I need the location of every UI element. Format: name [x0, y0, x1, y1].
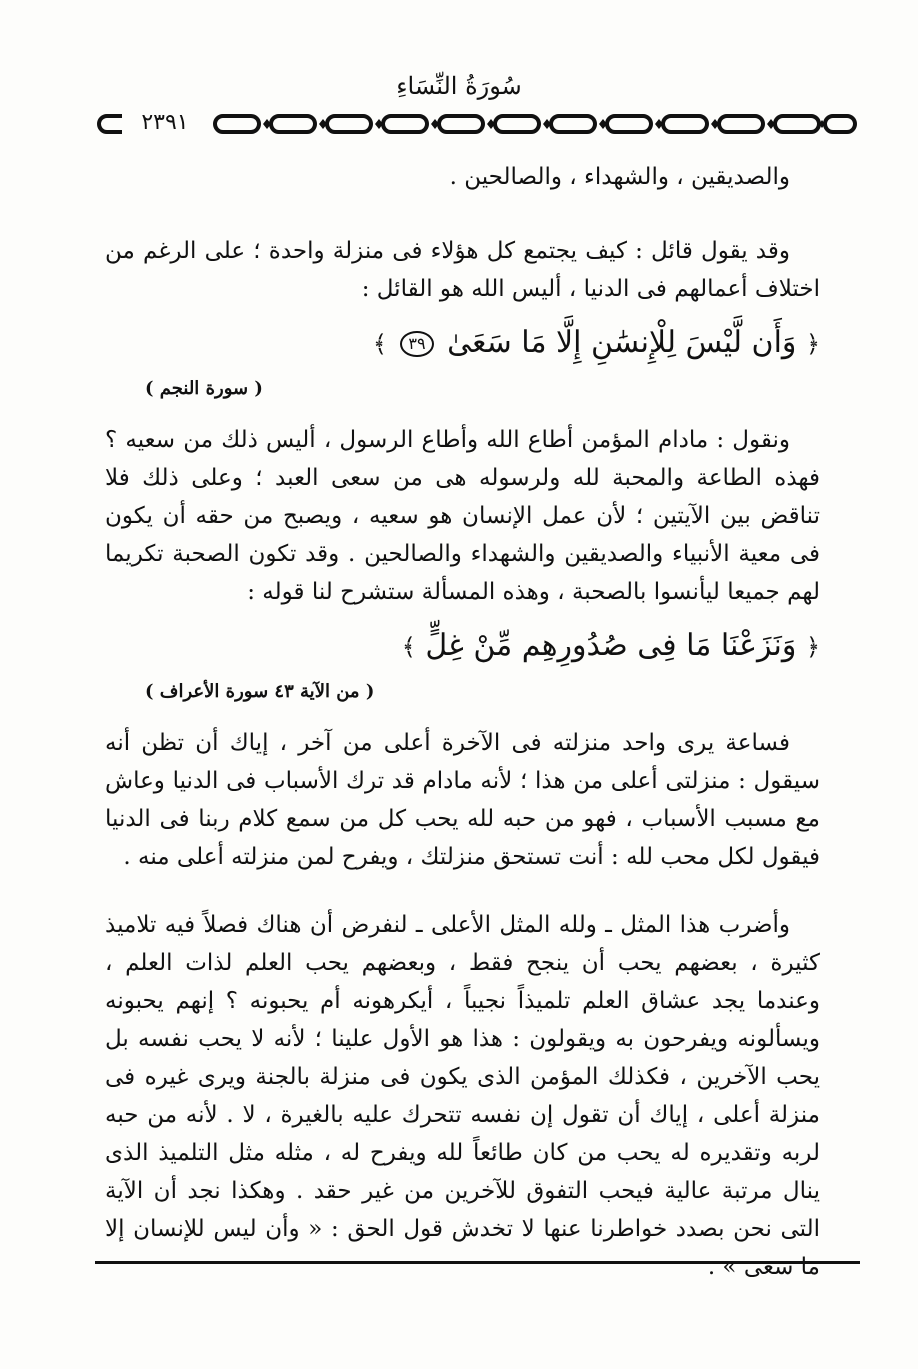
- page-number: ٢٣٩١: [122, 108, 208, 138]
- header-ornament-band: [95, 110, 860, 138]
- paragraph: والصديقين ، والشهداء ، والصالحين .: [449, 164, 790, 190]
- page-body: [105, 158, 820, 1286]
- ayah-number-marker: ٣٩: [400, 331, 433, 357]
- verse-open-ornament: ﴿: [805, 633, 820, 661]
- verse-open-ornament: ﴿: [805, 330, 820, 358]
- paragraph: وأضرب هذا المثل ـ ولله المثل الأعلى ـ لنفرض أن هناك فصلاً فيه تلاميذ كثيرة ، بعضهم يحب أن ينجح فقط ، وبعضهم يحب العلم لذات العلم ، وعندما يجد عشاق العلم تلميذاً نجيباً ، أيكرهونه أم يحبونه ؟ إنهم يحبونه ويسألونه ويفرحون به ويقولون : هذا هو الأول علينا ؛ لأنه لا يحب نفسه بل يحب الآخرين ، فكذلك المؤمن الذى يكون فى منزلة بالجنة ويرى غيره فى منزلة أعلى ، إياك أن تقول إن نفسه تتحرك عليه بالغيرة ، لا . لأنه من حبه لربه وتقديره له يحب من كان طائعاً لله ويفرح له ، مثله مثل التلميذ الذى ينال مرتبة عالية فيحب التفوق للآخرين من غير حقد . وهكذا نجد أن الآية التى نحن بصدد خواطرنا عنها لا تخدش قول الحق : « وأن ليس للإنسان إلا ما سعى » .: [105, 912, 820, 1280]
- verse-close-ornament: ﴾: [401, 633, 416, 661]
- verse-text: وَنَزَعْنَا مَا فِى صُدُورِهِم مِّنْ غِلٍّ: [425, 628, 797, 663]
- quran-verse: [105, 318, 820, 369]
- verse-source: ( سورة النجم ): [145, 378, 263, 399]
- surah-title: سُورَةُ النِّسَاءِ: [396, 72, 522, 100]
- verse-close-ornament: ﴾: [372, 330, 387, 358]
- paragraph: وقد يقول قائل : كيف يجتمع كل هؤلاء فى منزلة واحدة ؛ على الرغم من اختلاف أعمالهم فى الدنيا ، أليس الله هو القائل :: [105, 238, 820, 302]
- verse-text: وَأَن لَّيْسَ لِلْإِنسَٰنِ إِلَّا مَا سَعَىٰ: [447, 325, 797, 360]
- quran-verse: [105, 621, 820, 672]
- paragraph: فساعة يرى واحد منزلته فى الآخرة أعلى من آخر ، إياك أن تظن أنه سيقول : منزلتى أعلى من هذا ؛ لأنه مادام قد ترك الأسباب فى الدنيا وعاش مع مسبب الأسباب ، فهو من حبه لله يحب كل من سمع كلام ربنا فى الدنيا فيقول لكل محب لله : أنت تستحق منزلتك ، ويفرح لمن منزلته أعلى منه .: [105, 730, 820, 870]
- paragraph: ونقول : مادام المؤمن أطاع الله وأطاع الرسول ، أليس ذلك من سعيه ؟ فهذه الطاعة والمحبة لله ولرسوله هى من سعى العبد ؛ وعلى ذلك فلا تناقض بين الآيتين ؛ لأن عمل الإنسان هو سعيه ، ويصبح من حقه أن يكون فى معية الأنبياء والصديقين والشهداء والصالحين . وقد تكون الصحبة تكريما لهم جميعا ليأنسوا بالصحبة ، وهذه المسألة ستشرح لنا قوله :: [105, 427, 820, 605]
- verse-source: ( من الآية ٤٣ سورة الأعراف ): [145, 681, 375, 702]
- footer-rule: [95, 1261, 860, 1264]
